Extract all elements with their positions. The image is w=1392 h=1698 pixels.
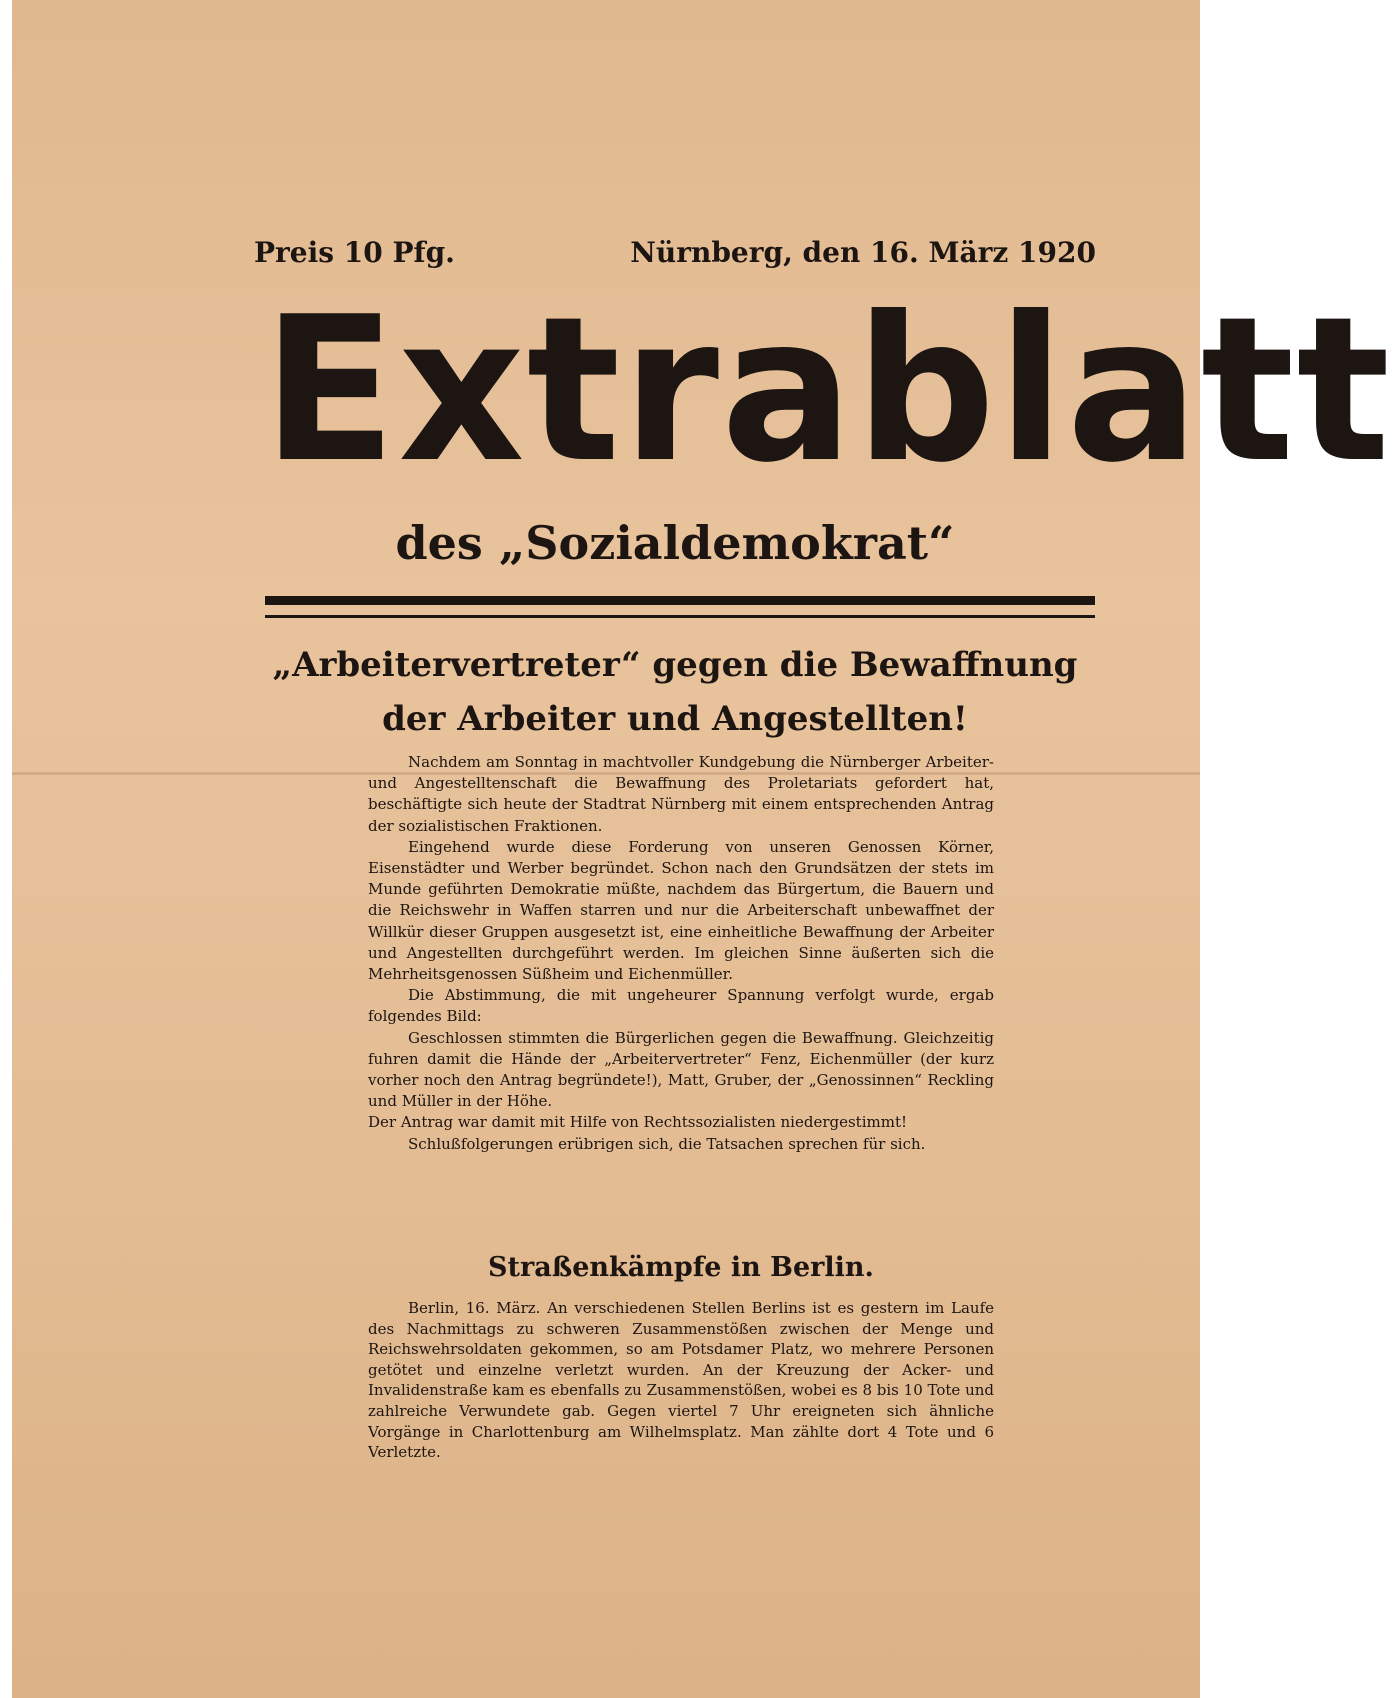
newspaper-sheet bbox=[12, 0, 1392, 1698]
article1-paragraph-5: Der Antrag war damit mit Hilfe von Rechtssozialisten niedergestimmt! bbox=[368, 1113, 907, 1132]
article1-paragraph-2: Eingehend wurde diese Forderung von unseren Genossen Körner, Eisenstädter und Werber begründet. Schon nach den Grundsätzen der stets im Munde geführten Demokratie müßte, nachdem das Bürgertum, die Bauern und die Reichswehr in Waffen starren und nur die Arbeiterschaft unbewaffnet der Willkür dieser Gruppen ausgesetzt ist, eine einheitliche Bewaffnung der Arbeiter und Angestellten durchgeführt werden. Im gleichen Sinne äußerten sich die Mehrheitsgenossen Süßheim und Eichenmüller. bbox=[368, 837, 994, 984]
masthead-subtitle: des „Sozialdemokrat“ bbox=[395, 516, 955, 570]
article2-headline: Straßenkämpfe in Berlin. bbox=[488, 1252, 874, 1283]
article1-headline-line1: „Arbeitervertreter“ gegen die Bewaffnung bbox=[272, 645, 1078, 685]
article1-headline bbox=[254, 638, 1096, 746]
masthead-title: Extrablatt bbox=[262, 274, 1392, 507]
article1-body bbox=[368, 752, 994, 1155]
dateline: Nürnberg, den 16. März 1920 bbox=[630, 236, 1096, 269]
article1-paragraph-6: Schlußfolgerungen erübrigen sich, die Tatsachen sprechen für sich. bbox=[408, 1134, 926, 1153]
article1-paragraph-1: Nachdem am Sonntag in machtvoller Kundgebung die Nürnberger Arbeiter- und Angestelltenschaft die Bewaffnung des Proletariats gefordert hat, beschäftigte sich heute der Stadtrat Nürnberg mit einem entsprechenden Antrag der sozialistischen Fraktionen. bbox=[368, 753, 994, 835]
article2-body bbox=[368, 1298, 994, 1463]
article2-paragraph-1: Berlin, 16. März. An verschiedenen Stellen Berlins ist es gestern im Laufe des Nachmittags zu schweren Zusammenstößen zwischen der Menge und Reichswehrsoldaten gekommen, so am Potsdamer Platz, wo mehrere Personen getötet und einzelne verletzt wurden. An der Kreuzung der Acker- und Invalidenstraße kam es ebenfalls zu Zusammenstößen, wobei es 8 bis 10 Tote und zahlreiche Verwundete gab. Gegen viertel 7 Uhr ereigneten sich ähnliche Vorgänge in Charlottenburg am Wilhelmsplatz. Man zählte dort 4 Tote und 6 Verletzte. bbox=[368, 1299, 994, 1462]
article1-headline-line2: der Arbeiter und Angestellten! bbox=[382, 699, 968, 739]
masthead-rule-thin bbox=[265, 615, 1095, 618]
article1-paragraph-4: Geschlossen stimmten die Bürgerlichen gegen die Bewaffnung. Gleichzeitig fuhren damit die Hände der „Arbeitervertreter“ Fenz, Eichenmüller (der kurz vorher noch den Antrag begründete!), Matt, Gruber, der „Genossinnen“ Reckling und Müller in der Höhe. bbox=[368, 1028, 994, 1111]
article1-paragraph-3: Die Abstimmung, die mit ungeheurer Spannung verfolgt wurde, ergab folgendes Bild: bbox=[368, 986, 994, 1026]
masthead-rule-thick bbox=[265, 596, 1095, 605]
price-label: Preis 10 Pfg. bbox=[254, 236, 455, 269]
